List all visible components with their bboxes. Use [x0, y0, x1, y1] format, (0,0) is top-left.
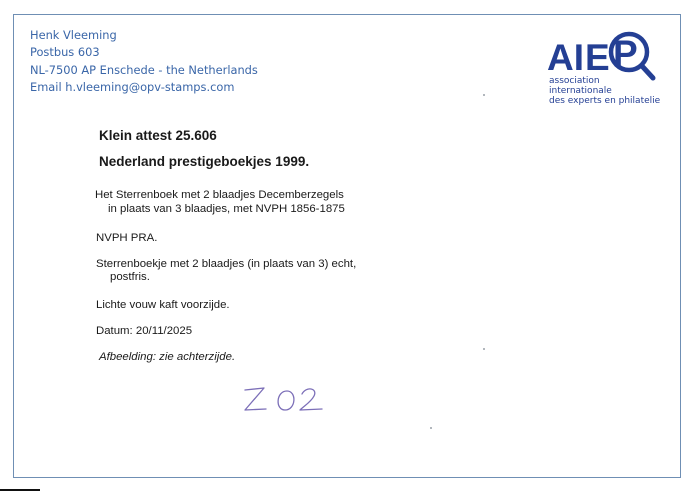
aiep-caption-line: des experts en philatelie: [549, 96, 661, 106]
paper-speck: [430, 427, 432, 429]
aiep-caption-line: internationale: [549, 86, 612, 96]
aiep-caption-line: association: [549, 76, 600, 86]
sender-email: Email h.vleeming@opv-stamps.com: [30, 79, 235, 94]
description-line: in plaats van 3 blaadjes, met NVPH 1856-1875: [108, 203, 345, 215]
scan-edge-mark: [0, 489, 40, 491]
svg-text:P: P: [613, 33, 638, 74]
paper-speck: [483, 348, 485, 350]
svg-text:AI: AI: [547, 37, 584, 78]
sender-name: Henk Vleeming: [30, 28, 117, 42]
nvph-number: NVPH PRA.: [96, 232, 158, 244]
certificate-title: Klein attest 25.606: [99, 128, 217, 143]
certificate-subtitle: Nederland prestigeboekjes 1999.: [99, 154, 310, 169]
svg-text:E: E: [585, 37, 610, 78]
sender-postbox: Postbus 603: [30, 45, 100, 60]
handwritten-z02-drawing: [240, 380, 330, 416]
paper-speck: [483, 94, 485, 96]
aiep-caption: [549, 76, 660, 106]
condition-line: postfris.: [110, 271, 150, 283]
condition-statement: [96, 258, 356, 284]
sender-city: NL-7500 AP Enschede - the Netherlands: [30, 62, 258, 77]
sender-address-block: [30, 27, 258, 96]
certificate-date: Datum: 20/11/2025: [96, 325, 193, 337]
handwritten-number: [240, 380, 330, 421]
aiep-logo: [543, 28, 668, 112]
certificate-description: [95, 188, 345, 216]
image-note: Afbeelding: zie achterzijde.: [99, 351, 236, 363]
description-line: Het Sterrenboek met 2 blaadjes Decemberzegels: [95, 189, 344, 201]
condition-line: Sterrenboekje met 2 blaadjes (in plaats van 3) echt,: [96, 258, 357, 270]
fold-note: Lichte vouw kaft voorzijde.: [96, 299, 230, 311]
